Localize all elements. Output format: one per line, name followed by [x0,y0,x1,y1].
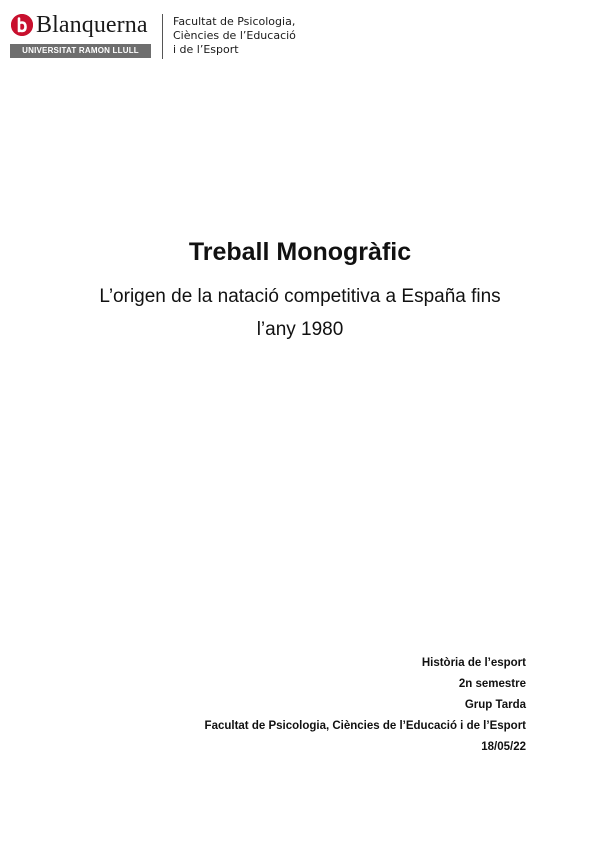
document-metadata [205,653,526,758]
subject-name: Història de l’esport [421,657,526,669]
brand-name: Blanquerna [36,12,148,38]
blanquerna-b-icon [11,14,33,36]
semester: 2n semestre [458,678,526,690]
document-subtitle-line-1: L’origen de la natació competitiva a España fins [99,286,501,307]
document-title: Treball Monogràfic [188,238,412,266]
document-subtitle-line-2: l’any 1980 [256,319,344,340]
faculty-full-name: Facultat de Psicologia, Ciències de l’Educació i de l’Esport [204,720,526,732]
document-date: 18/05/22 [481,741,526,753]
institution-logo [10,11,300,63]
logo-divider [162,14,163,59]
university-bar: UNIVERSITAT RAMON LLULL [10,44,151,58]
faculty-line-3: i de l’Esport [173,43,239,56]
faculty-name [173,15,296,57]
faculty-line-1: Facultat de Psicologia, [173,15,296,28]
faculty-line-2: Ciències de l’Educació [173,29,296,42]
group-name: Grup Tarda [464,699,526,711]
